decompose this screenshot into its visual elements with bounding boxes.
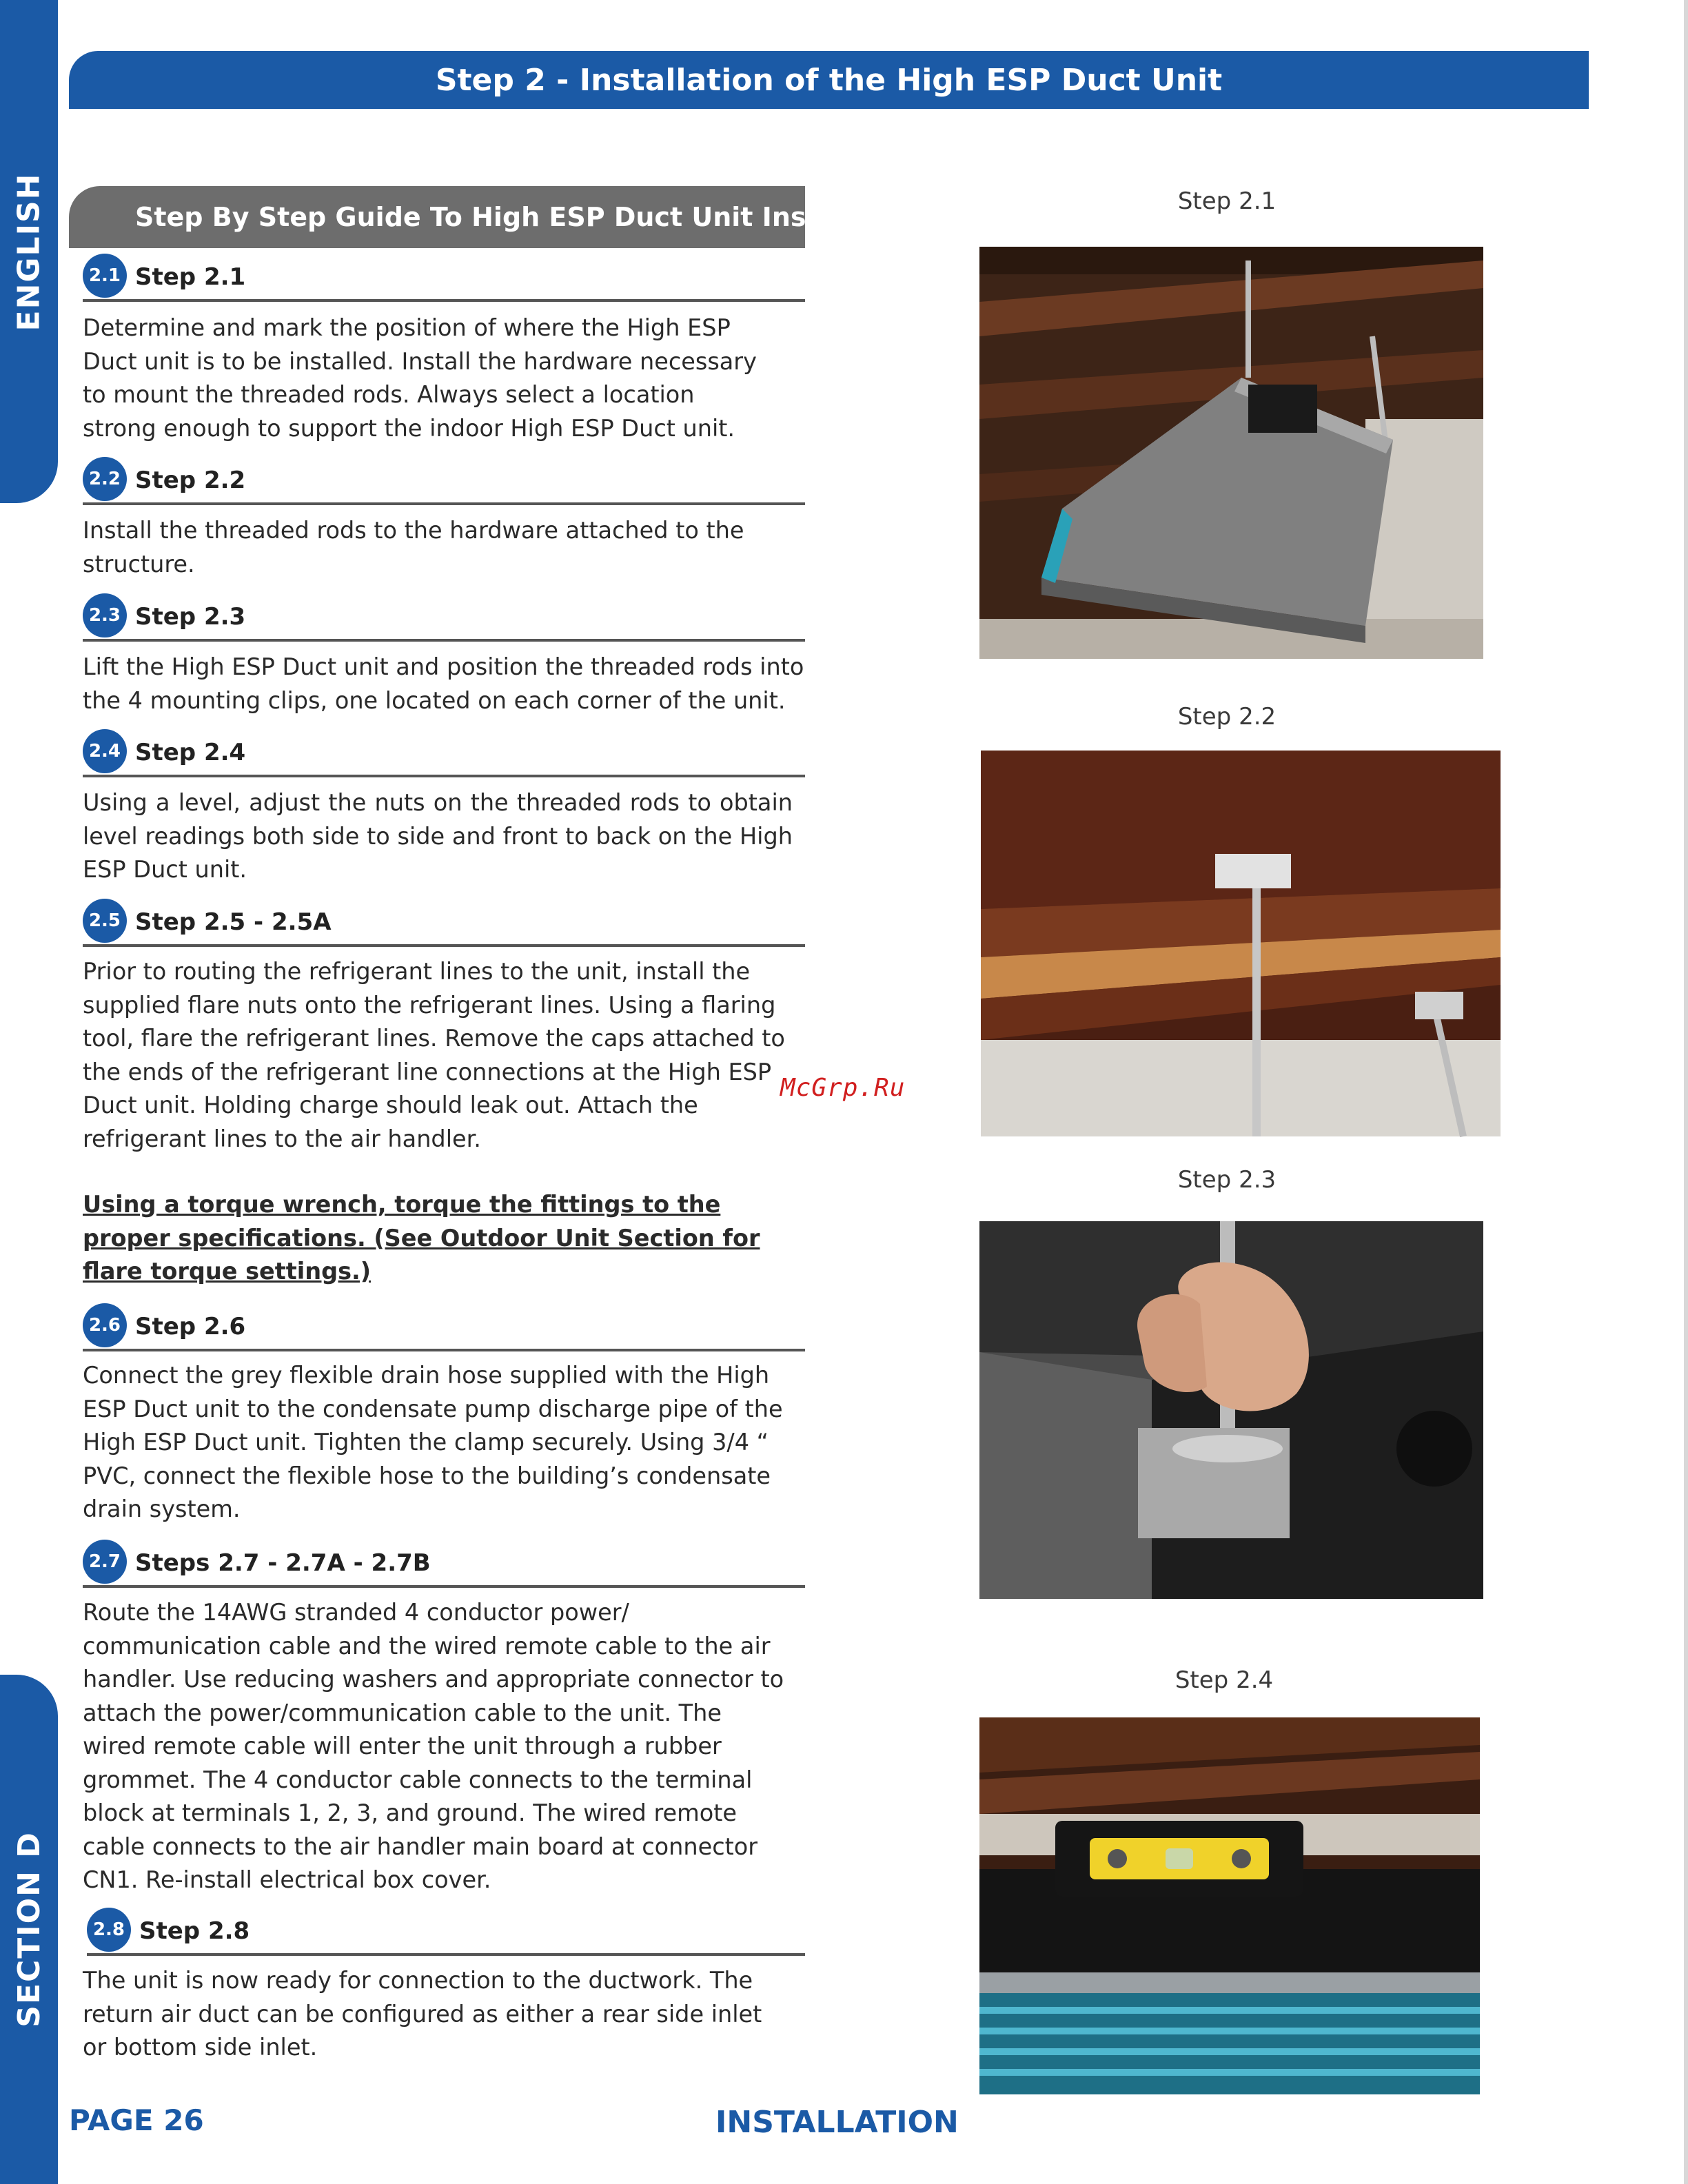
step-2-7-text: Route the 14AWG stranded 4 conductor power/ communication cable and the wired remote cable to the air handler. Use reducing washers and appropriate connector to attach the power/communication cable to the unit. The wired remote cable will enter the unit through a rubber grommet. The 4 conductor cable connects to the terminal block at terminals 1, 2, 3, and ground. The wired remote cable connects to the air handler main board at connector CN1. Re-install electrical box cover. — [83, 1599, 784, 1893]
step-badge: 2.8 — [87, 1908, 131, 1952]
guide-title-bar — [69, 186, 931, 248]
step-2-1-text: Determine and mark the position of where the High ESP Duct unit is to be installed. Install the hardware necessary to mount the threaded rods. Always select a location strong enough to support the indoor High ESP Duct unit. — [83, 314, 757, 442]
watermark: McGrp.Ru — [780, 1074, 906, 1102]
step-title: Steps 2.7 - 2.7A - 2.7B — [135, 1549, 431, 1577]
step-2-4-header — [83, 729, 805, 777]
step-title: Step 2.6 — [135, 1313, 246, 1340]
step-2-6-text: Connect the grey flexible drain hose supplied with the High ESP Duct unit to the condensate pump discharge pipe of the High ESP Duct unit. Tighten the clamp securely. Using 3/4 “ PVC, connect the flexible hose to the building’s condensate drain system. — [83, 1362, 783, 1522]
step-2-2-text: Install the threaded rods to the hardware attached to the structure. — [83, 517, 744, 578]
side-tab-section — [0, 1675, 58, 2184]
photo-step-2-2 — [981, 751, 1501, 1136]
photo-caption: Step 2.3 — [1177, 1166, 1277, 1194]
side-tab-section-label: SECTION D — [11, 1831, 47, 2028]
torque-note: Using a torque wrench, torque the fittings to the proper specifications. (See Outdoor Unit Section for flare torque settings.) — [83, 1191, 760, 1285]
step-2-8-text: The unit is now ready for connection to the ductwork. The return air duct can be configured as either a rear side inlet or bottom side inlet. — [83, 1967, 762, 2061]
step-badge: 2.1 — [83, 254, 127, 298]
step-2-5-text: Prior to routing the refrigerant lines to the unit, install the supplied flare nuts onto the refrigerant lines. Using a flaring tool, flare the refrigerant lines. Remove the caps attached to the ends of the refrigerant line connections at the High ESP Duct unit. Holding charge should leak out. Attach the refrigerant lines to the air handler. — [83, 958, 785, 1152]
step-badge: 2.2 — [83, 457, 127, 501]
guide-title: Step By Step Guide To High ESP Duct Unit Installation — [135, 202, 931, 232]
photo-step-2-1 — [979, 247, 1483, 659]
step-title: Step 2.8 — [139, 1917, 250, 1945]
step-badge: 2.7 — [83, 1540, 127, 1584]
step-title: Step 2.3 — [135, 603, 246, 631]
step-badge: 2.6 — [83, 1303, 127, 1347]
step-2-1-header — [83, 254, 805, 302]
step-2-6-header — [83, 1303, 805, 1351]
page-title: Step 2 - Installation of the High ESP Duct Unit — [435, 62, 1223, 98]
step-2-5-header — [83, 899, 805, 947]
step-2-3-header — [83, 593, 805, 642]
page-header-bar — [69, 51, 1589, 109]
step-badge: 2.4 — [83, 729, 127, 773]
footer-section-label: INSTALLATION — [715, 2105, 959, 2140]
photo-caption: Step 2.4 — [1175, 1666, 1274, 1694]
right-edge-line — [1684, 0, 1688, 2184]
step-badge: 2.5 — [83, 899, 127, 943]
side-tab-english-label: ENGLISH — [11, 172, 47, 331]
step-2-7-header — [83, 1540, 805, 1588]
step-title: Step 2.4 — [135, 739, 246, 766]
step-title: Step 2.2 — [135, 467, 246, 494]
step-2-4-text: Using a level, adjust the nuts on the threaded rods to obtain level readings both side to side and front to back on the High ESP Duct unit. — [83, 789, 793, 883]
page-number: PAGE 26 — [69, 2103, 204, 2137]
step-title: Step 2.5 - 2.5A — [135, 908, 332, 936]
photo-step-2-3 — [979, 1221, 1483, 1599]
photo-caption: Step 2.1 — [1177, 187, 1277, 215]
photo-step-2-4 — [979, 1717, 1480, 2094]
side-tab-english — [0, 0, 58, 503]
photo-caption: Step 2.2 — [1177, 703, 1277, 731]
step-2-8-header — [87, 1908, 805, 1956]
step-title: Step 2.1 — [135, 263, 246, 291]
step-2-3-text: Lift the High ESP Duct unit and position the threaded rods into the 4 mounting clips, one located on each corner of the unit. — [83, 653, 804, 714]
step-badge: 2.3 — [83, 593, 127, 637]
step-2-2-header — [83, 457, 805, 505]
